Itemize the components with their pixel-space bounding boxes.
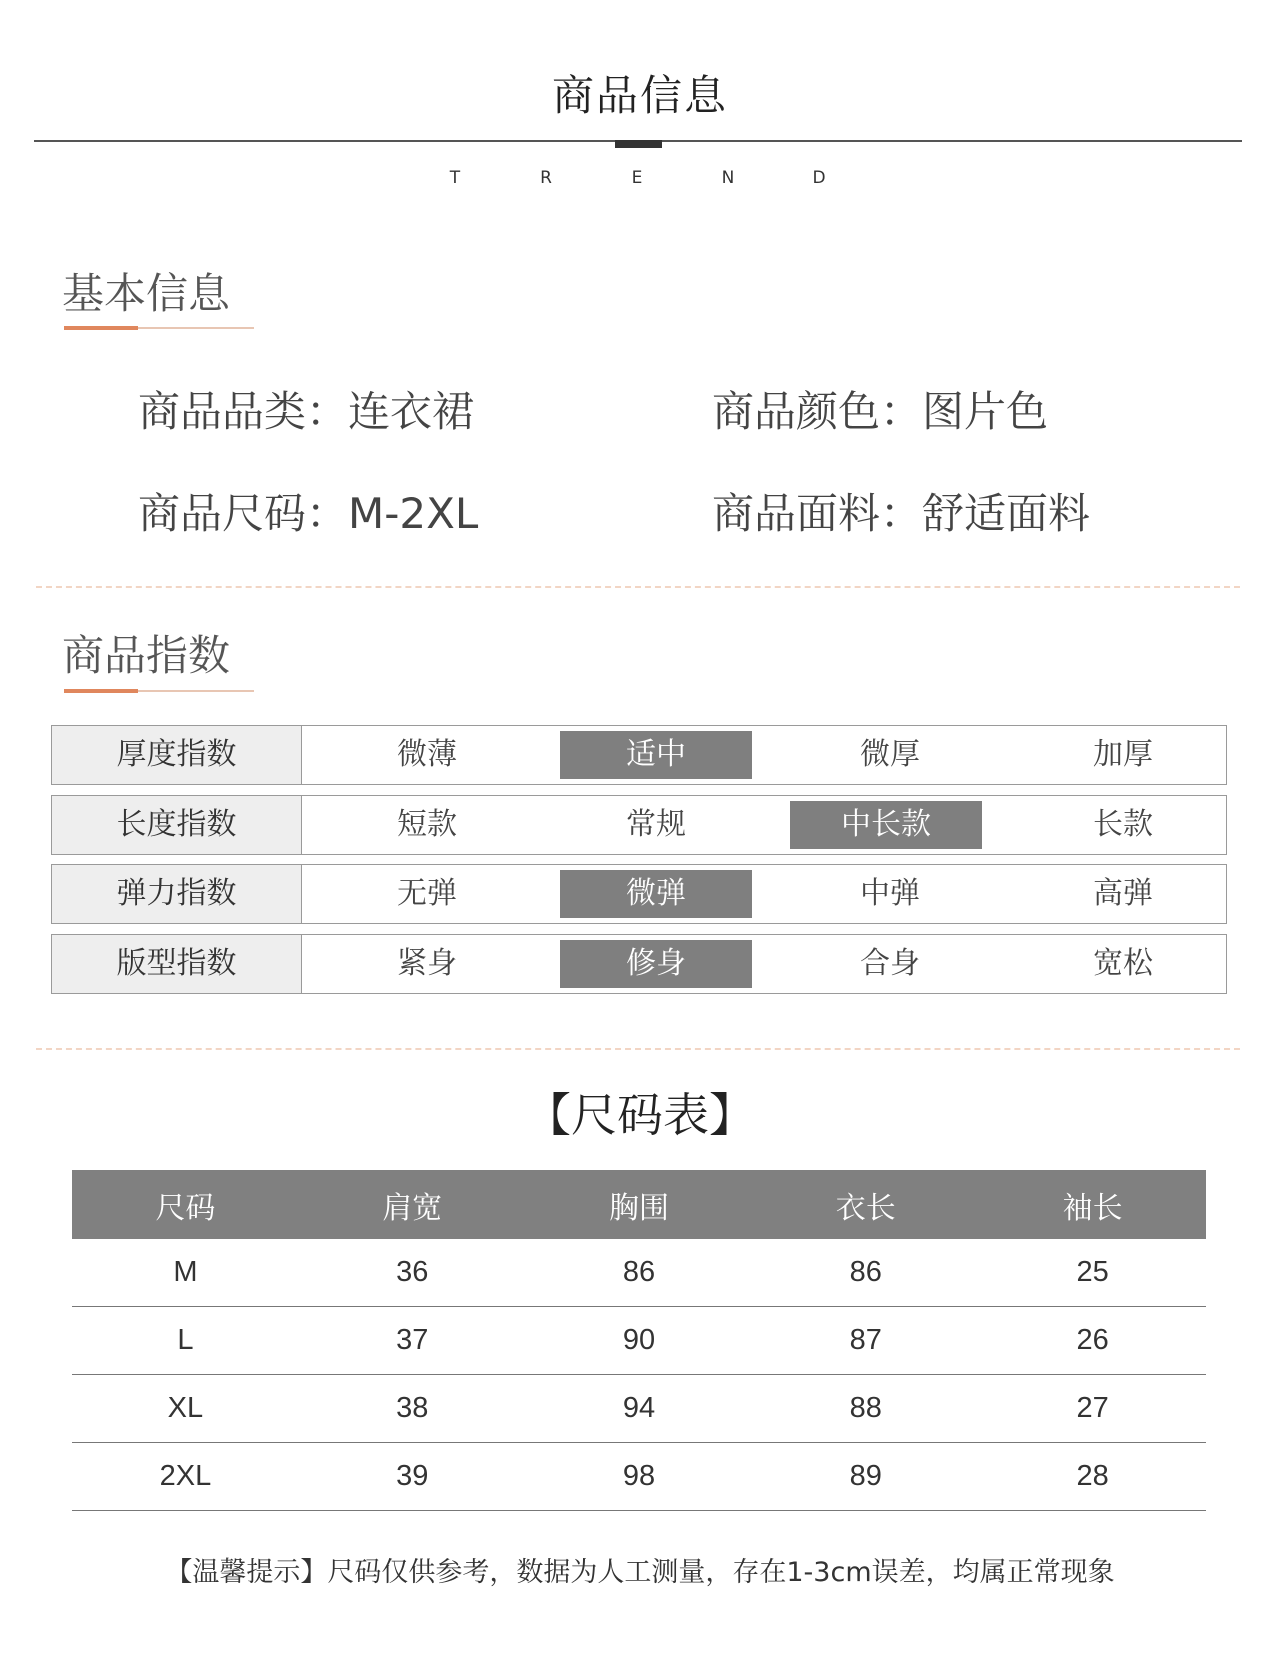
info-category: [138, 384, 474, 440]
table-cell: 28: [979, 1443, 1206, 1511]
table-cell: 90: [526, 1307, 753, 1375]
table-cell: L: [72, 1307, 299, 1375]
basic-info-title: 基本信息: [62, 269, 231, 318]
info-category-label: 商品品类：: [138, 387, 349, 436]
index-row-thickness: [51, 725, 1227, 785]
trend-letter: T: [449, 168, 461, 188]
index-option: 适中: [560, 731, 752, 779]
index-title: 商品指数: [62, 631, 231, 680]
index-option: 中长款: [790, 801, 982, 849]
index-option: 高弹: [1093, 876, 1153, 911]
table-row: [72, 1239, 1206, 1307]
footnote: 【温馨提示】尺码仅供参考，数据为人工测量，存在1-3cm误差，均属正常现象: [165, 1557, 1115, 1588]
table-cell: 87: [752, 1307, 979, 1375]
trend-letter: N: [721, 168, 735, 188]
table-cell: 39: [299, 1443, 526, 1511]
index-option: 无弹: [397, 876, 457, 911]
table-row: [72, 1443, 1206, 1511]
info-color-label: 商品颜色：: [712, 387, 923, 436]
table-cell: 37: [299, 1307, 526, 1375]
column-header: 衣长: [752, 1170, 979, 1239]
table-row: [72, 1307, 1206, 1375]
column-header: 肩宽: [299, 1170, 526, 1239]
index-label: 版型指数: [52, 935, 302, 993]
info-fabric-value: 舒适面料: [922, 489, 1091, 538]
index-option: 修身: [560, 940, 752, 988]
index-option: 中弹: [860, 876, 920, 911]
table-cell: 86: [526, 1239, 753, 1307]
trend-letter: R: [540, 168, 552, 188]
index-label: 厚度指数: [52, 726, 302, 784]
table-cell: 98: [526, 1443, 753, 1511]
index-option: 微厚: [860, 737, 920, 772]
index-underline-accent: [64, 689, 138, 693]
table-cell: 88: [752, 1375, 979, 1443]
index-row-length: [51, 795, 1227, 855]
basic-info-underline-accent: [64, 326, 138, 330]
table-cell: 38: [299, 1375, 526, 1443]
table-cell: 36: [299, 1239, 526, 1307]
index-option: 加厚: [1093, 737, 1153, 772]
index-option: 微弹: [560, 870, 752, 918]
size-table-title: 【尺码表】: [525, 1088, 755, 1142]
table-cell: 89: [752, 1443, 979, 1511]
info-fabric: [712, 486, 1090, 542]
trend-letter: D: [812, 168, 826, 188]
index-row-fit: [51, 934, 1227, 994]
section-divider: [36, 1048, 1240, 1050]
info-size: [138, 486, 478, 542]
section-divider: [36, 586, 1240, 588]
size-table-header: [72, 1170, 1206, 1239]
index-option: 宽松: [1093, 946, 1153, 981]
index-option: 短款: [397, 807, 457, 842]
column-header: 尺码: [72, 1170, 299, 1239]
size-table: [72, 1170, 1206, 1511]
index-option: 紧身: [397, 946, 457, 981]
info-fabric-label: 商品面料：: [712, 489, 923, 538]
info-size-label: 商品尺码：: [138, 489, 349, 538]
column-header: 胸围: [526, 1170, 753, 1239]
index-option: 微薄: [397, 737, 457, 772]
column-header: 袖长: [979, 1170, 1206, 1239]
index-option: 常规: [626, 807, 686, 842]
table-cell: 27: [979, 1375, 1206, 1443]
index-label: 长度指数: [52, 796, 302, 854]
index-option: 合身: [860, 946, 920, 981]
table-cell: 86: [752, 1239, 979, 1307]
index-row-elasticity: [51, 864, 1227, 924]
table-cell: XL: [72, 1375, 299, 1443]
table-cell: 94: [526, 1375, 753, 1443]
page-title: 商品信息: [551, 71, 728, 120]
info-color: [712, 384, 1048, 440]
info-color-value: 图片色: [922, 387, 1049, 436]
info-size-value: M-2XL: [348, 489, 479, 538]
header-divider-accent: [615, 140, 662, 148]
trend-letter: E: [631, 168, 643, 188]
table-cell: M: [72, 1239, 299, 1307]
index-option: 长款: [1093, 807, 1153, 842]
table-cell: 25: [979, 1239, 1206, 1307]
table-cell: 2XL: [72, 1443, 299, 1511]
table-row: [72, 1375, 1206, 1443]
index-label: 弹力指数: [52, 865, 302, 923]
table-cell: 26: [979, 1307, 1206, 1375]
info-category-value: 连衣裙: [348, 387, 475, 436]
